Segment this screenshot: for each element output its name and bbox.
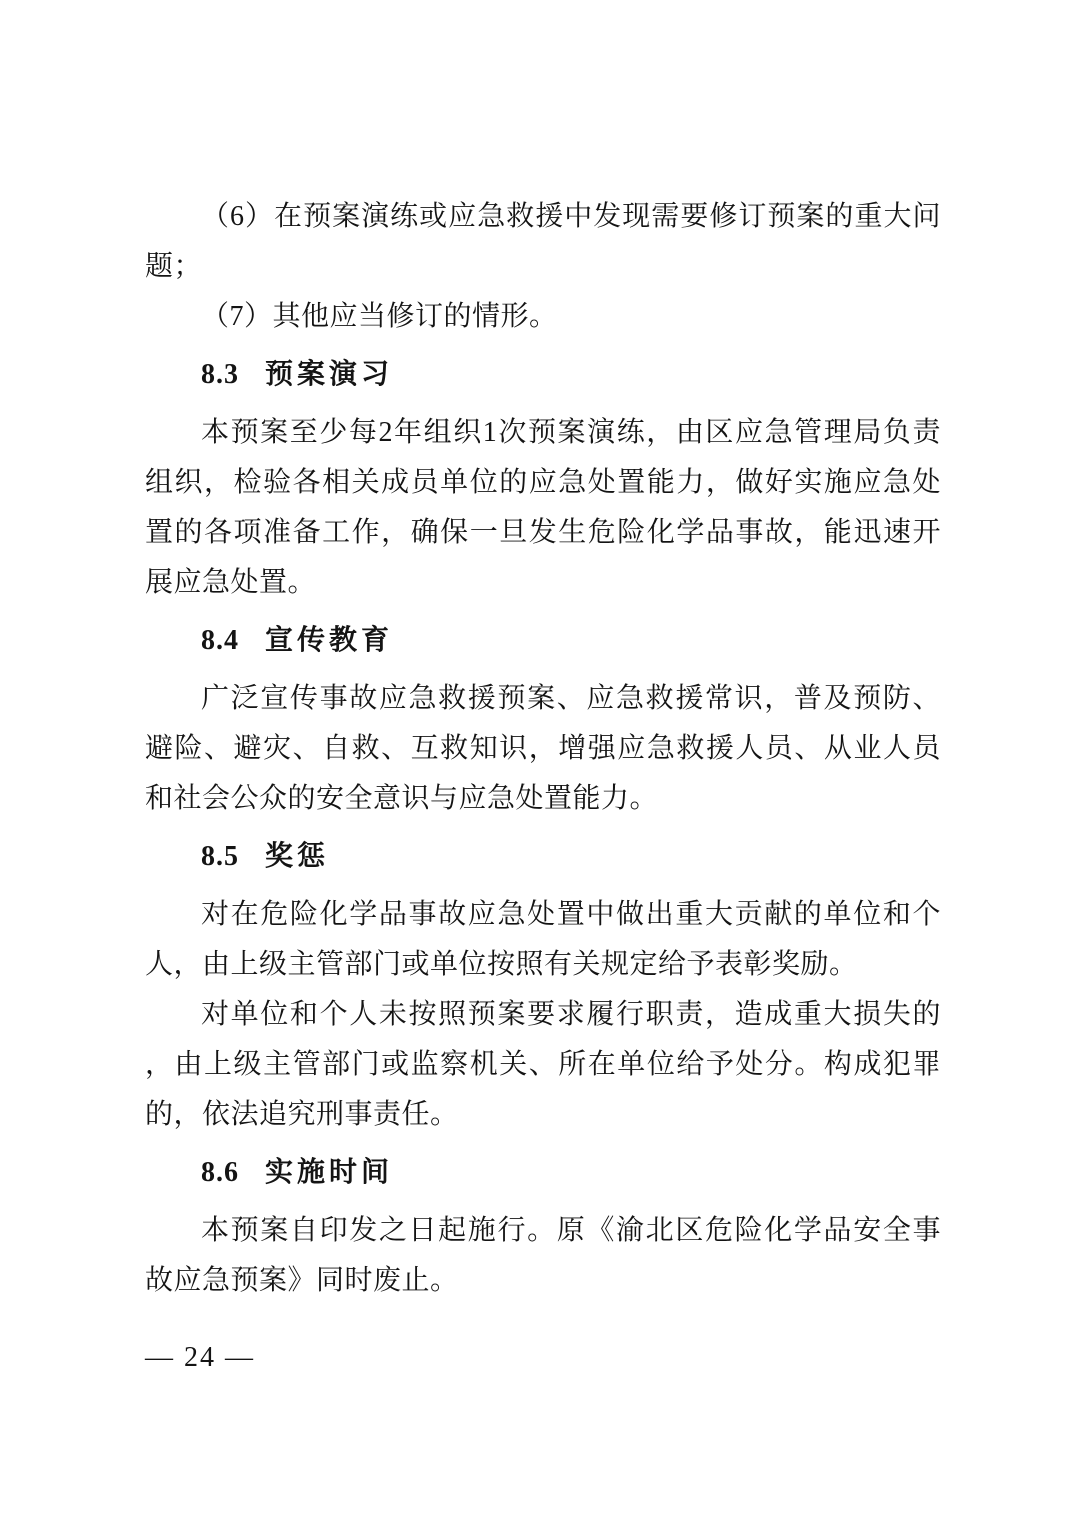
text-line: ，由上级主管部门或监察机关、所在单位给予处分。构成犯罪 <box>145 1049 941 1080</box>
text-line: （7）其他应当修订的情形。 <box>201 301 558 332</box>
paragraph <box>145 1206 941 1306</box>
text-line: 故应急预案》同时废止。 <box>145 1265 459 1296</box>
page-number: — 24 — <box>145 1342 255 1373</box>
text-line: 对单位和个人未按照预案要求履行职责，造成重大损失的 <box>201 999 941 1030</box>
section-heading <box>145 832 941 882</box>
text-line: 的，依法追究刑事责任。 <box>145 1099 459 1130</box>
text-line: 本预案自印发之日起施行。原《渝北区危险化学品安全事 <box>201 1215 941 1246</box>
section-number: 8.3 <box>201 359 239 390</box>
section-heading <box>145 1148 941 1198</box>
text-line: 题； <box>145 251 203 282</box>
paragraph <box>145 292 941 342</box>
section-title: 宣传教育 <box>265 625 394 656</box>
section-heading <box>145 616 941 666</box>
section-number: 8.4 <box>201 625 239 656</box>
section-title: 实施时间 <box>265 1157 394 1188</box>
text-line: （6）在预案演练或应急救援中发现需要修订预案的重大问 <box>201 201 941 232</box>
section-title: 预案演习 <box>265 359 394 390</box>
text-line: 避险、避灾、自救、互救知识，增强应急救援人员、从业人员 <box>145 733 941 764</box>
paragraph <box>145 192 941 292</box>
document-body <box>145 192 941 1306</box>
section-number: 8.5 <box>201 841 239 872</box>
paragraph <box>145 890 941 990</box>
text-line: 置的各项准备工作，确保一旦发生危险化学品事故，能迅速开 <box>145 517 941 548</box>
text-line: 和社会公众的安全意识与应急处置能力。 <box>145 783 659 814</box>
text-line: 本预案至少每2年组织1次预案演练，由区应急管理局负责 <box>201 417 941 448</box>
text-line: 组织，检验各相关成员单位的应急处置能力，做好实施应急处 <box>145 467 941 498</box>
text-line: 展应急处置。 <box>145 567 317 598</box>
text-line: 人，由上级主管部门或单位按照有关规定给予表彰奖励。 <box>145 949 858 980</box>
section-title: 奖惩 <box>265 841 330 872</box>
paragraph <box>145 990 941 1140</box>
text-line: 对在危险化学品事故应急处置中做出重大贡献的单位和个 <box>201 899 941 930</box>
text-line: 广泛宣传事故应急救援预案、应急救援常识，普及预防、 <box>201 683 941 714</box>
section-heading <box>145 350 941 400</box>
section-number: 8.6 <box>201 1157 239 1188</box>
paragraph <box>145 408 941 608</box>
paragraph <box>145 674 941 824</box>
